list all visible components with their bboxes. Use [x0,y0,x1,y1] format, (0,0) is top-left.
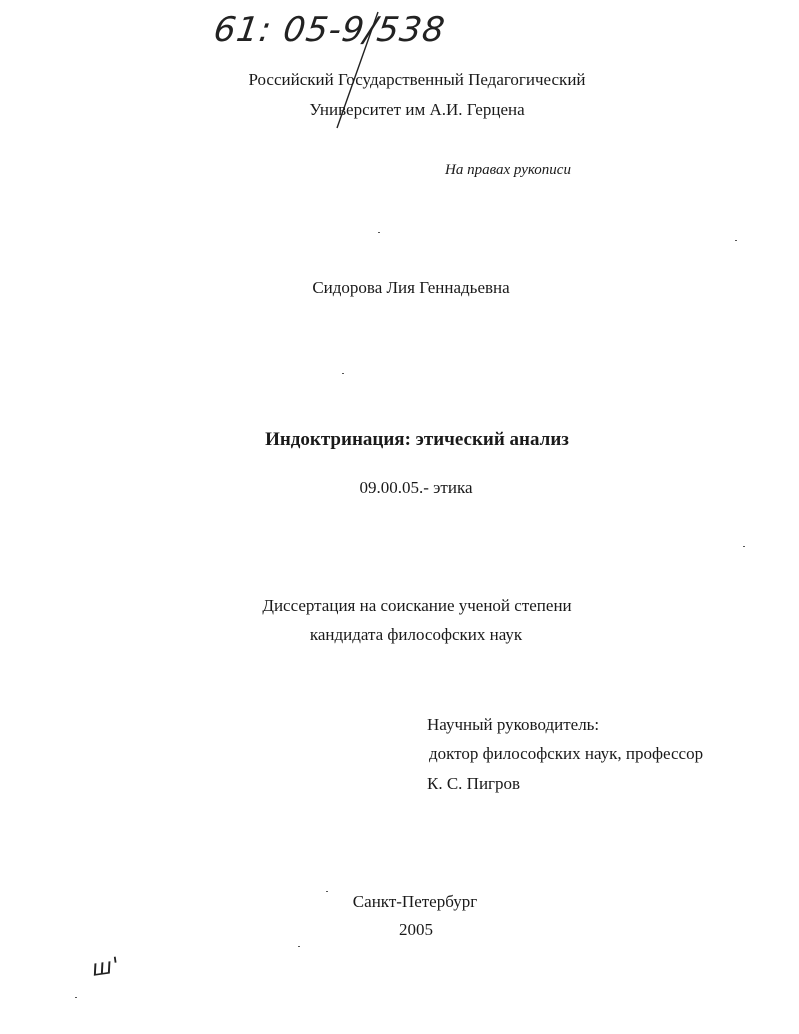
supervisor-label: Научный руководитель: [427,715,600,734]
scan-speck [298,946,300,947]
scan-speck [378,232,380,233]
archive-number-handwritten: 61: 05-9/538 [211,10,448,50]
manuscript-rights: На правах рукописи [445,162,571,178]
university-line-2: Университет им А.И. Герцена [309,100,525,119]
degree-line-1: Диссертация на соискание ученой степени [262,596,572,615]
footer-city: Санкт-Петербург [352,892,478,911]
degree-line-2: кандидата философских наук [309,625,523,644]
university-line-1: Российский Государственный Педагогический [248,70,586,89]
scan-speck [735,240,737,241]
scan-speck [75,997,77,998]
scan-speck [743,546,745,547]
specialty-code: 09.00.05.- этика [359,478,473,497]
scan-speck [342,373,344,374]
corner-handwritten-mark: ш' [90,953,122,982]
author-name: Сидорова Лия Геннадьевна [312,278,510,297]
scan-speck [326,891,328,892]
supervisor-name: К. С. Пигров [427,774,521,793]
supervisor-credentials: доктор философских наук, профессор [429,744,704,763]
footer-year: 2005 [399,920,433,939]
thesis-title: Индоктринация: этический анализ [265,429,569,450]
